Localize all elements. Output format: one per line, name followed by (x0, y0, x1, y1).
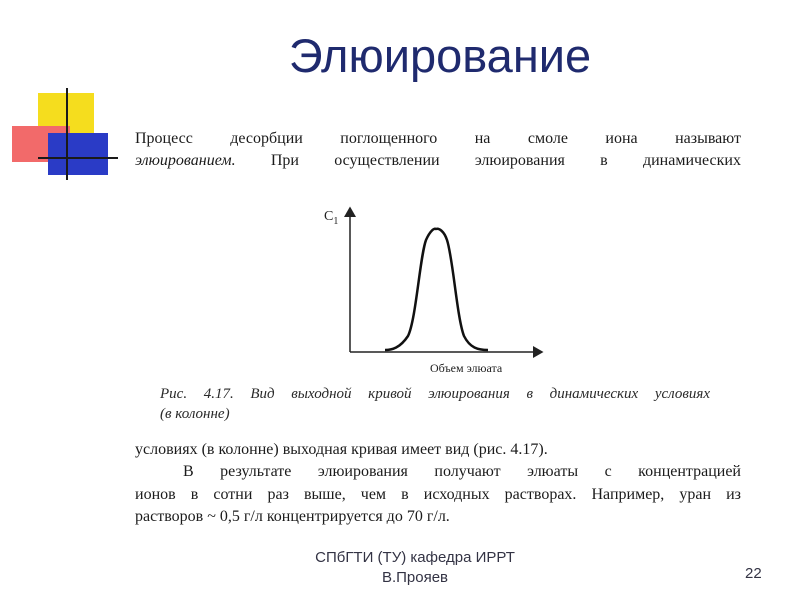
y-axis-label (324, 209, 338, 227)
elution-curve-figure (324, 198, 560, 378)
figure-caption-line-1: Рис. 4.17. Вид выходной кривой элюирования в динамических условиях (160, 386, 710, 402)
elution-curve-svg (324, 198, 560, 378)
body-line-3: ионов в сотни раз выше, чем в исходных растворах. Например, уран из (135, 486, 741, 503)
decor-blue-square (48, 133, 108, 175)
footer-department: СПбГТИ (ТУ) кафедра ИРРТ (315, 549, 515, 566)
decorative-corner-graphic (0, 0, 130, 190)
body-line-1: условиях (в колонне) выходная кривая имеет вид (рис. 4.17). (135, 441, 548, 458)
body-line-4: растворов ~ 0,5 г/л концентрируется до 70 г/л. (135, 508, 450, 525)
y-axis-label-main: C (324, 209, 334, 224)
slide-title: Элюирование (288, 29, 592, 82)
x-axis-label: Объем элюата (430, 361, 503, 375)
footer-author: В.Прояев (381, 569, 449, 586)
term-italic: элюированием. (135, 152, 236, 169)
figure-caption-line-2: (в колонне) (160, 406, 230, 422)
decor-horizontal-line (38, 157, 118, 159)
y-axis-label-sub: 1 (333, 216, 339, 227)
paragraph-line-2 (135, 153, 741, 169)
body-line-2: В результате элюирования получают элюаты с концентрацией (183, 463, 741, 480)
elution-curve (385, 229, 488, 350)
page-number: 22 (745, 565, 762, 582)
paragraph-line-2-rest: При осуществлении элюирования в динамических (235, 152, 741, 169)
decor-vertical-line (66, 88, 68, 180)
slide-footer (250, 548, 580, 588)
paragraph-line-1: Процесс десорбции поглощенного на смоле иона называют (135, 130, 741, 147)
